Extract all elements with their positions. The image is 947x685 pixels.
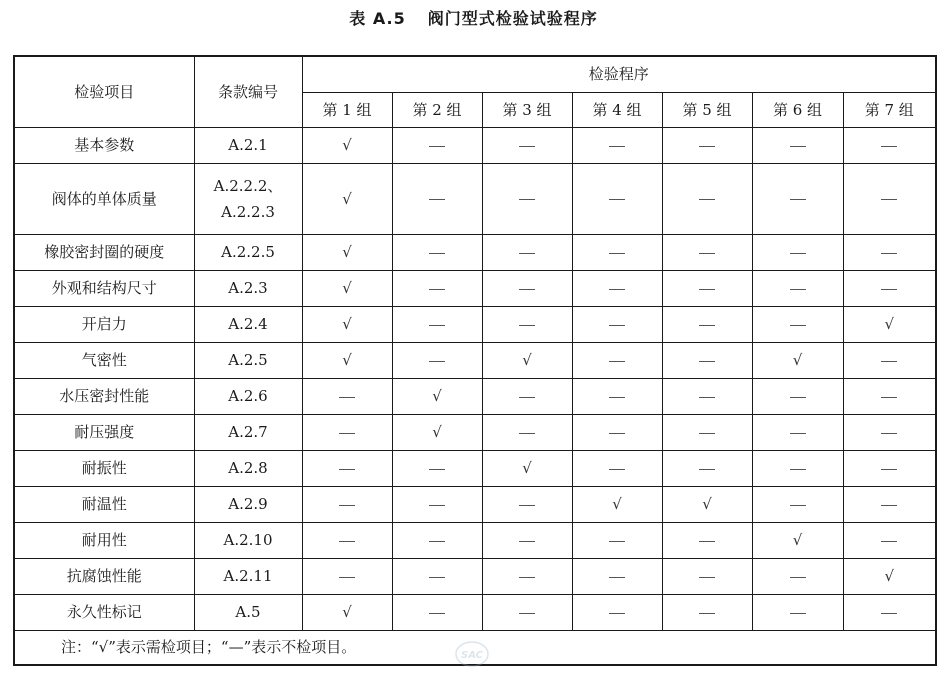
mark-cell-group-4 <box>572 594 662 630</box>
mark-cell-group-4 <box>572 270 662 306</box>
row-clause-line1: A.2.8 <box>228 459 268 477</box>
mark-cell-group-2 <box>392 486 482 522</box>
mark-cell-group-6 <box>752 270 843 306</box>
dash-mark <box>790 325 806 326</box>
check-mark: √ <box>792 531 803 549</box>
mark-cell-group-4 <box>572 306 662 342</box>
mark-cell-group-6 <box>752 522 843 558</box>
mark-cell-group-6 <box>752 414 843 450</box>
check-mark: √ <box>432 423 442 441</box>
mark-cell-group-3 <box>482 486 572 522</box>
group-header-1: 第 1 组 <box>302 92 392 127</box>
row-item: 永久性标记 <box>14 594 194 630</box>
row-clause-line1: A.2.2.5 <box>221 243 275 261</box>
group-header-3: 第 3 组 <box>482 92 572 127</box>
dash-mark <box>790 577 806 578</box>
dash-mark <box>429 199 445 200</box>
mark-cell-group-4 <box>572 558 662 594</box>
dash-mark <box>881 253 897 254</box>
dash-mark <box>699 361 715 362</box>
mark-cell-group-5 <box>662 234 752 270</box>
check-mark: √ <box>432 387 442 405</box>
dash-mark <box>429 361 445 362</box>
dash-mark <box>609 361 625 362</box>
row-clause <box>194 163 302 234</box>
mark-cell-group-3 <box>482 127 572 163</box>
table-row <box>14 234 936 270</box>
dash-mark <box>699 433 715 434</box>
dash-mark <box>429 541 445 542</box>
inspection-table <box>13 55 937 666</box>
sac-watermark-logo <box>455 640 489 668</box>
row-item: 开启力 <box>14 306 194 342</box>
dash-mark <box>609 199 625 200</box>
mark-cell-group-1 <box>302 127 392 163</box>
mark-cell-group-1 <box>302 450 392 486</box>
dash-mark <box>790 199 806 200</box>
dash-mark <box>519 325 535 326</box>
table-row <box>14 342 936 378</box>
row-clause <box>194 558 302 594</box>
dash-mark <box>519 505 535 506</box>
row-clause-line1: A.2.10 <box>223 531 273 549</box>
row-item: 水压密封性能 <box>14 378 194 414</box>
dash-mark <box>609 469 625 470</box>
dash-mark <box>881 613 897 614</box>
mark-cell-group-3 <box>482 414 572 450</box>
mark-cell-group-7 <box>843 594 936 630</box>
dash-mark <box>339 577 355 578</box>
row-clause-line1: A.2.1 <box>228 136 268 154</box>
mark-cell-group-4 <box>572 450 662 486</box>
dash-mark <box>609 613 625 614</box>
dash-mark <box>881 146 897 147</box>
row-item: 气密性 <box>14 342 194 378</box>
watermark-text: SAC <box>461 650 483 661</box>
mark-cell-group-5 <box>662 270 752 306</box>
check-mark: √ <box>702 495 712 513</box>
group-header-6: 第 6 组 <box>752 92 843 127</box>
mark-cell-group-3 <box>482 522 572 558</box>
dash-mark <box>429 469 445 470</box>
mark-cell-group-4 <box>572 163 662 234</box>
mark-cell-group-2 <box>392 594 482 630</box>
check-mark: √ <box>342 279 352 297</box>
mark-cell-group-4 <box>572 486 662 522</box>
mark-cell-group-7 <box>843 486 936 522</box>
row-clause-line1: A.2.2.2、 <box>213 176 283 195</box>
check-mark: √ <box>342 243 352 261</box>
group-header-7: 第 7 组 <box>843 92 936 127</box>
dash-mark <box>790 469 806 470</box>
dash-mark <box>519 433 535 434</box>
row-item: 基本参数 <box>14 127 194 163</box>
row-clause <box>194 450 302 486</box>
dash-mark <box>519 253 535 254</box>
dash-mark <box>699 613 715 614</box>
row-clause-line1: A.2.4 <box>228 315 268 333</box>
mark-cell-group-1 <box>302 342 392 378</box>
row-clause <box>194 486 302 522</box>
mark-cell-group-2 <box>392 270 482 306</box>
check-mark: √ <box>342 315 352 333</box>
dash-mark <box>881 199 897 200</box>
dash-mark <box>429 577 445 578</box>
dash-mark <box>609 433 625 434</box>
mark-cell-group-4 <box>572 234 662 270</box>
mark-cell-group-6 <box>752 558 843 594</box>
mark-cell-group-3 <box>482 558 572 594</box>
row-clause-line1: A.2.5 <box>228 351 268 369</box>
table-row <box>14 450 936 486</box>
table-row <box>14 127 936 163</box>
row-clause <box>194 522 302 558</box>
dash-mark <box>699 199 715 200</box>
mark-cell-group-2 <box>392 234 482 270</box>
mark-cell-group-3 <box>482 234 572 270</box>
mark-cell-group-1 <box>302 486 392 522</box>
dash-mark <box>519 199 535 200</box>
dash-mark <box>790 289 806 290</box>
dash-mark <box>519 146 535 147</box>
row-item: 阀体的单体质量 <box>14 163 194 234</box>
mark-cell-group-5 <box>662 522 752 558</box>
dash-mark <box>429 253 445 254</box>
mark-cell-group-6 <box>752 594 843 630</box>
row-item: 橡胶密封圈的硬度 <box>14 234 194 270</box>
dash-mark <box>609 253 625 254</box>
row-item: 耐压强度 <box>14 414 194 450</box>
mark-cell-group-5 <box>662 342 752 378</box>
mark-cell-group-3 <box>482 270 572 306</box>
mark-cell-group-2 <box>392 414 482 450</box>
mark-cell-group-7 <box>843 234 936 270</box>
dash-mark <box>339 541 355 542</box>
table-title-text: 阀门型式检验试验程序 <box>427 9 598 28</box>
dash-mark <box>609 289 625 290</box>
table-row <box>14 558 936 594</box>
dash-mark <box>339 469 355 470</box>
row-clause <box>194 234 302 270</box>
table-body <box>14 127 936 630</box>
mark-cell-group-4 <box>572 414 662 450</box>
mark-cell-group-7 <box>843 306 936 342</box>
mark-cell-group-5 <box>662 414 752 450</box>
table-row <box>14 414 936 450</box>
row-clause <box>194 270 302 306</box>
dash-mark <box>790 505 806 506</box>
mark-cell-group-6 <box>752 342 843 378</box>
mark-cell-group-2 <box>392 163 482 234</box>
mark-cell-group-6 <box>752 378 843 414</box>
mark-cell-group-1 <box>302 378 392 414</box>
dash-mark <box>699 253 715 254</box>
dash-mark <box>339 505 355 506</box>
mark-cell-group-5 <box>662 486 752 522</box>
row-clause-line1: A.2.7 <box>228 423 268 441</box>
row-clause-line2: A.2.2.3 <box>221 202 275 221</box>
row-clause-line1: A.5 <box>235 603 261 621</box>
mark-cell-group-6 <box>752 450 843 486</box>
check-mark: √ <box>792 351 803 369</box>
dash-mark <box>790 613 806 614</box>
table-row <box>14 306 936 342</box>
mark-cell-group-7 <box>843 450 936 486</box>
mark-cell-group-2 <box>392 522 482 558</box>
mark-cell-group-5 <box>662 594 752 630</box>
row-clause <box>194 342 302 378</box>
mark-cell-group-5 <box>662 306 752 342</box>
dash-mark <box>339 397 355 398</box>
check-mark: √ <box>884 315 895 333</box>
row-item: 耐用性 <box>14 522 194 558</box>
mark-cell-group-6 <box>752 306 843 342</box>
row-clause <box>194 378 302 414</box>
row-item: 外观和结构尺寸 <box>14 270 194 306</box>
dash-mark <box>881 289 897 290</box>
mark-cell-group-5 <box>662 127 752 163</box>
mark-cell-group-6 <box>752 163 843 234</box>
mark-cell-group-2 <box>392 378 482 414</box>
mark-cell-group-7 <box>843 342 936 378</box>
dash-mark <box>519 613 535 614</box>
dash-mark <box>609 541 625 542</box>
table-row <box>14 522 936 558</box>
row-clause <box>194 127 302 163</box>
dash-mark <box>519 397 535 398</box>
dash-mark <box>519 541 535 542</box>
mark-cell-group-2 <box>392 450 482 486</box>
row-clause <box>194 594 302 630</box>
mark-cell-group-4 <box>572 127 662 163</box>
mark-cell-group-5 <box>662 450 752 486</box>
dash-mark <box>699 325 715 326</box>
row-clause <box>194 306 302 342</box>
check-mark: √ <box>612 495 622 513</box>
mark-cell-group-2 <box>392 558 482 594</box>
dash-mark <box>790 397 806 398</box>
mark-cell-group-4 <box>572 522 662 558</box>
row-item: 耐振性 <box>14 450 194 486</box>
mark-cell-group-5 <box>662 378 752 414</box>
mark-cell-group-7 <box>843 270 936 306</box>
dash-mark <box>881 541 897 542</box>
header-item: 检验项目 <box>14 56 194 127</box>
mark-cell-group-3 <box>482 342 572 378</box>
dash-mark <box>881 505 897 506</box>
mark-cell-group-7 <box>843 378 936 414</box>
check-mark: √ <box>884 567 895 585</box>
mark-cell-group-2 <box>392 306 482 342</box>
table-row <box>14 163 936 234</box>
dash-mark <box>429 613 445 614</box>
mark-cell-group-4 <box>572 342 662 378</box>
check-mark: √ <box>522 459 532 477</box>
mark-cell-group-3 <box>482 450 572 486</box>
dash-mark <box>519 577 535 578</box>
dash-mark <box>429 146 445 147</box>
mark-cell-group-1 <box>302 270 392 306</box>
group-header-4: 第 4 组 <box>572 92 662 127</box>
mark-cell-group-5 <box>662 558 752 594</box>
dash-mark <box>339 433 355 434</box>
check-mark: √ <box>342 189 352 208</box>
check-mark: √ <box>342 136 352 154</box>
dash-mark <box>699 289 715 290</box>
table-row <box>14 486 936 522</box>
check-mark: √ <box>522 351 532 369</box>
header-clause: 条款编号 <box>194 56 302 127</box>
mark-cell-group-3 <box>482 378 572 414</box>
dash-mark <box>519 289 535 290</box>
mark-cell-group-6 <box>752 127 843 163</box>
row-clause-line1: A.2.6 <box>228 387 268 405</box>
table-number: 表 A.5 <box>349 9 406 28</box>
dash-mark <box>609 325 625 326</box>
table-row <box>14 378 936 414</box>
mark-cell-group-2 <box>392 342 482 378</box>
table-note: 注：“√”表示需检项目；“—”表示不检项目。 <box>14 630 936 665</box>
mark-cell-group-1 <box>302 558 392 594</box>
mark-cell-group-7 <box>843 414 936 450</box>
dash-mark <box>699 146 715 147</box>
dash-mark <box>609 146 625 147</box>
mark-cell-group-1 <box>302 306 392 342</box>
dash-mark <box>429 289 445 290</box>
dash-mark <box>790 433 806 434</box>
dash-mark <box>609 577 625 578</box>
mark-cell-group-5 <box>662 163 752 234</box>
row-clause-line1: A.2.3 <box>228 279 268 297</box>
group-header-5: 第 5 组 <box>662 92 752 127</box>
mark-cell-group-1 <box>302 522 392 558</box>
row-item: 抗腐蚀性能 <box>14 558 194 594</box>
row-clause-line1: A.2.9 <box>228 495 268 513</box>
dash-mark <box>429 325 445 326</box>
table-row <box>14 594 936 630</box>
dash-mark <box>790 253 806 254</box>
mark-cell-group-7 <box>843 558 936 594</box>
check-mark: √ <box>342 351 352 369</box>
dash-mark <box>881 469 897 470</box>
mark-cell-group-4 <box>572 378 662 414</box>
mark-cell-group-1 <box>302 234 392 270</box>
row-clause-line1: A.2.11 <box>223 567 273 585</box>
mark-cell-group-3 <box>482 594 572 630</box>
dash-mark <box>699 469 715 470</box>
mark-cell-group-7 <box>843 522 936 558</box>
dash-mark <box>429 505 445 506</box>
header-procedure: 检验程序 <box>302 56 936 92</box>
row-item: 耐温性 <box>14 486 194 522</box>
table-row <box>14 270 936 306</box>
dash-mark <box>699 541 715 542</box>
dash-mark <box>881 397 897 398</box>
mark-cell-group-3 <box>482 163 572 234</box>
dash-mark <box>881 433 897 434</box>
mark-cell-group-3 <box>482 306 572 342</box>
group-header-2: 第 2 组 <box>392 92 482 127</box>
mark-cell-group-6 <box>752 234 843 270</box>
check-mark: √ <box>342 603 352 621</box>
dash-mark <box>699 397 715 398</box>
dash-mark <box>609 397 625 398</box>
dash-mark <box>699 577 715 578</box>
mark-cell-group-1 <box>302 594 392 630</box>
table-title <box>0 7 947 31</box>
mark-cell-group-7 <box>843 163 936 234</box>
row-clause <box>194 414 302 450</box>
mark-cell-group-2 <box>392 127 482 163</box>
mark-cell-group-7 <box>843 127 936 163</box>
mark-cell-group-1 <box>302 414 392 450</box>
dash-mark <box>790 146 806 147</box>
mark-cell-group-6 <box>752 486 843 522</box>
dash-mark <box>881 361 897 362</box>
mark-cell-group-1 <box>302 163 392 234</box>
